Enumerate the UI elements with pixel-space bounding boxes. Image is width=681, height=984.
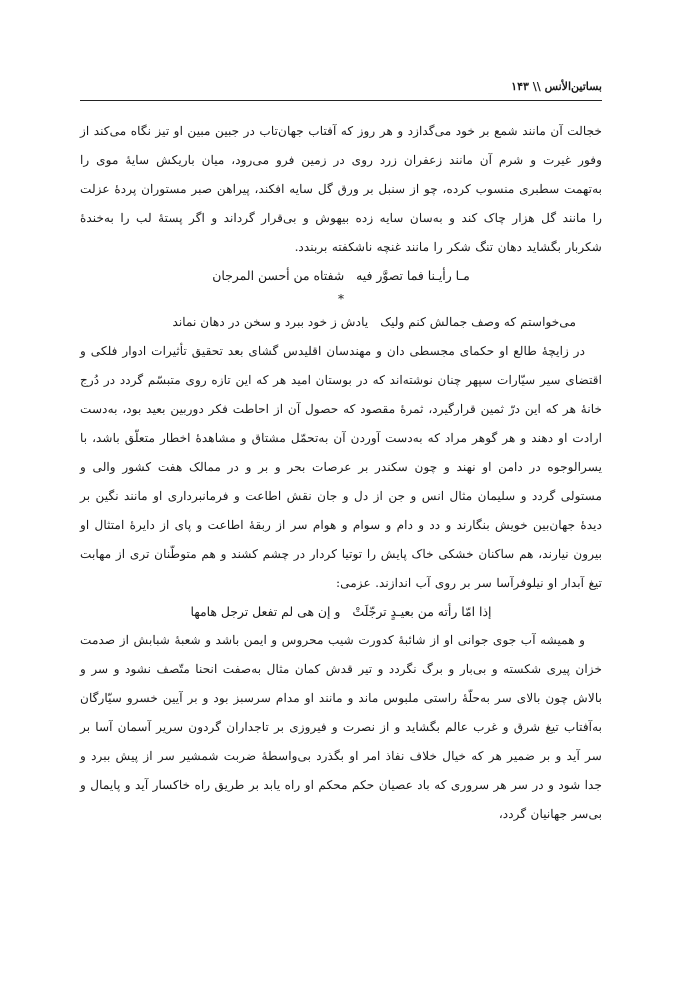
book-page [80, 0, 602, 984]
verse-1-hemistich-1: مـا رأيـنا فما تصوَّر فيه [356, 267, 470, 283]
body-text [80, 117, 602, 829]
asterisk-separator: * [338, 292, 344, 307]
verse-2-hemistich-2: یادش ز خود ببرد و سخن در دهان نماند [172, 315, 369, 330]
verse-3-hemistich-1: إذا امّا رأته من بعيـدٍ ترجّلَتْ [352, 603, 492, 619]
header-rule [80, 100, 602, 101]
paragraph-2: در زایچهٔ طالع او حکمای مجسطی دان و مهندسان اقلیدس گشای بعد تحقیق تأثیرات ادوار فلکی و اقتضای سیر سیّارات سپهر چنان نوشته‌اند که در بوستان امید هر که این تازه روی متبسّم گردد در دُرج خانهٔ هر که این درّ ثمین قرارگیرد، ثمرهٔ مقصود که حصول آن از احاطت فکر دوربین بعید بود، به‌دست ارادت او دهند و هر گوهر مراد که به‌دست آوردن آن به‌تحمّل مشتاق و مشاهدهٔ اخطار متعلّق باشد، با یسرالوجوه در دامن او نهند و چون سکندر بر عرصات بحر و بر و در ممالک هفت کشور والی و مستولی گردد و سلیمان مثال انس و جن از دل و جان نقش اطاعت و فرمانبرداری او مانند نگین بر دیدهٔ جهان‌بین خویش بنگارند و دد و دام و سوام و هوام سر از ربقهٔ اطاعت و پای از دایرهٔ امتثال او بیرون نیارند، هم ساکنان خشکی خاک پایش را توتیا کردار در چشم کشند و هم متوطّنان تری از مهابت تیغ آبدار او نیلوفرآسا سر بر روی آب اندازند. عزمی: [80, 344, 602, 590]
persian-verse-2 [80, 308, 602, 337]
verse-3-hemistich-2: و إن هی لم تفعل ترجل هامها [190, 603, 341, 619]
verse-1-hemistich-2: شفتاه من أحسن المرجان [212, 267, 345, 283]
arabic-verse-3 [80, 598, 602, 627]
paragraph-1: خجالت آن مانند شمع بر خود می‌گدازد و هر روز که آفتاب جهان‌تاب در جبین مبین او تیز نگاه می‌کند از وفور غیرت و شرم آن مانند زعفران زرد روی در زمین فرو می‌رود، میان باریکش سایهٔ موی را به‌تهمت سطبری منسوب کرده، چو از سنبل بر ورق گل سایه افکند، پیراهن صبر مستوران پردهٔ عزلت را مانند گل هزار چاک کند و به‌سان سایه زده بیهوش و بی‌قرار گرداند و اگر پستهٔ لب را به‌خندهٔ شکربار بگشاید دهان تنگ شکر را مانند غنچه ناشکفته بربندد. [80, 124, 602, 254]
verse-2-hemistich-1: می‌خواستم که وصف جمالش کنم ولیک [380, 315, 576, 330]
paragraph-3: و همیشه آب جوی جوانی او از شائبهٔ کدورت شیب محروس و ایمن باشد و شعبهٔ شبابش از صدمت خزان پیری شکسته و بی‌بار و برگ نگردد و تیر قدش کمان مثال به‌صفت انحنا متّصف نشود و سر و بالاش چون بالای سر به‌حلّهٔ راستی ملبوس ماند و مانند او مدام سرسبز بود و بر آیین خسرو سیّارگان به‌آفتاب تیغ شرق و غرب عالم بگشاید و از نصرت و فیروزی بر تاجداران گردون سریر آسمان آسا بر سر آید و بر ضمیر هر که خیال خلاف نفاذ امر او بگذرد بی‌واسطهٔ ضربت شمشیر سر از پیش ببرد و جدا شود و در سر هر سروری که باد عصیان حکم محکم او راه یابد بر طریق راه خاکسار آید و پایمال و بی‌سر جهانیان گردد، [80, 633, 602, 821]
arabic-verse-1 [80, 262, 602, 291]
running-head: بساتين‌الأنس \\ ۱۴۳ [511, 80, 602, 93]
